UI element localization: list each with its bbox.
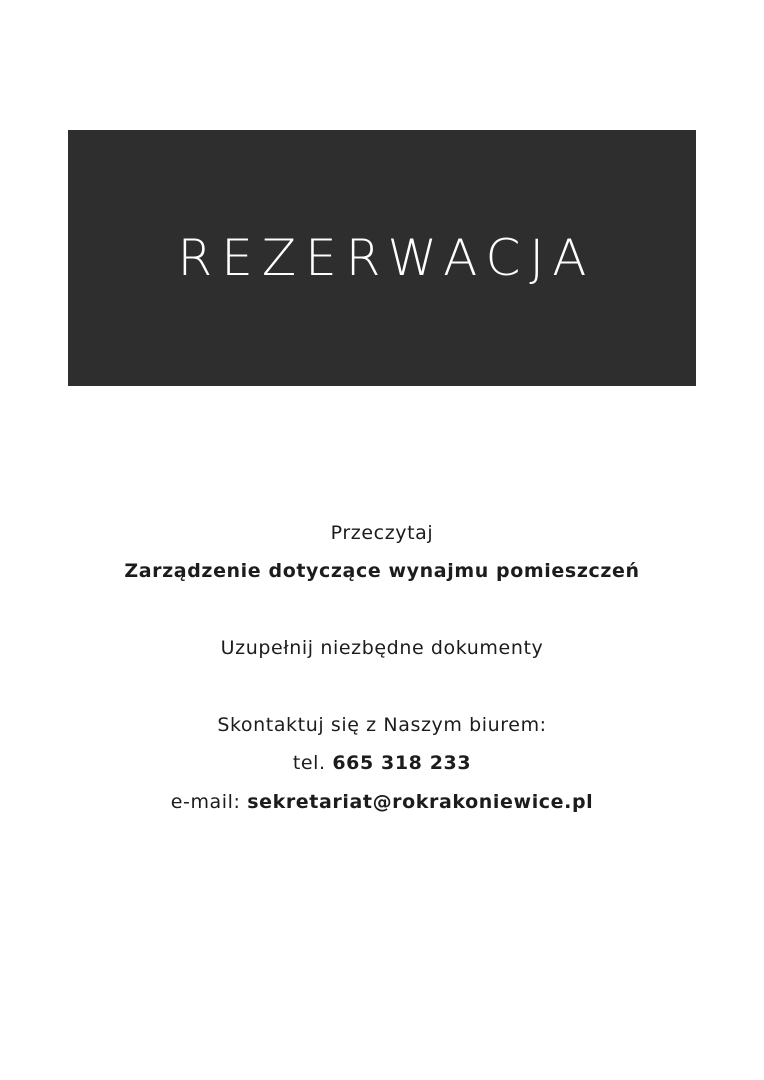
email-line — [0, 790, 764, 814]
banner-title: REZERWACJA — [177, 229, 596, 287]
regulation-link[interactable]: Zarządzenie dotyczące wynajmu pomieszczeń — [124, 560, 640, 582]
email-address[interactable]: sekretariat@rokrakoniewice.pl — [247, 791, 594, 813]
read-label: Przeczytaj — [330, 522, 434, 544]
phone-prefix: tel. — [292, 752, 326, 774]
phone-line — [0, 751, 764, 775]
contact-text: Skontaktuj się z Naszym biurem: — [217, 714, 547, 736]
documents-text: Uzupełnij niezbędne dokumenty — [220, 637, 544, 659]
title-banner — [68, 130, 696, 386]
phone-number[interactable]: 665 318 233 — [332, 752, 472, 774]
email-prefix: e-mail: — [170, 791, 241, 813]
